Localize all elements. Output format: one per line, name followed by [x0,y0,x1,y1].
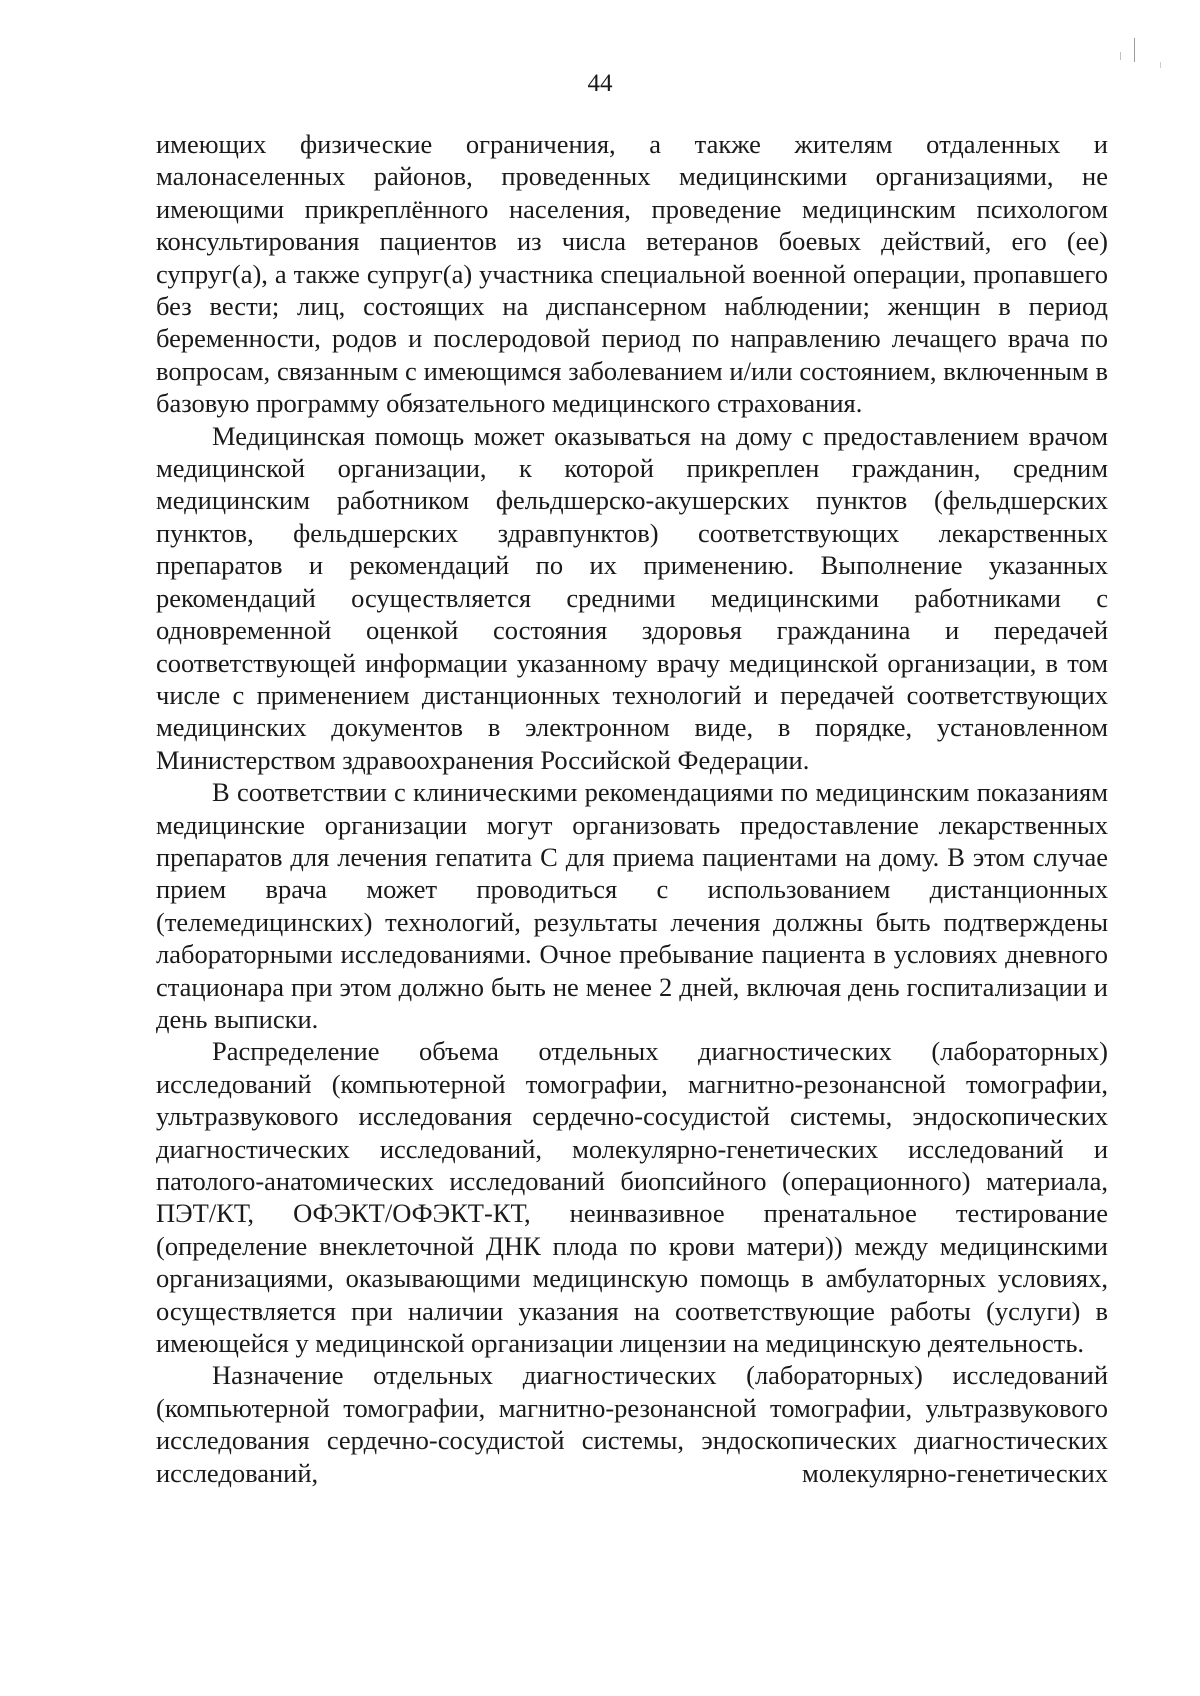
document-body [156,128,1108,1489]
paragraph-prescription: Назначение отдельных диагностических (лабораторных) исследований (компьютерной томографии, магнитно-резонансной томографии, ультразвукового исследования сердечно-сосудистой системы, эндоскопических диагностических исследований, молекулярно-генетических [156,1360,1108,1488]
scan-artifact [1120,52,1121,60]
paragraph-distribution: Распределение объема отдельных диагностических (лабораторных) исследований (компьютерной томографии, магнитно-резонансной томографии, ультразвукового исследования сердечно-сосудистой системы, эндоскопических диагностических исследований, молекулярно-генетических исследований и патолого-анатомических исследований биопсийного (операционного) материала, ПЭТ/КТ, ОФЭКТ/ОФЭКТ-КТ, неинвазивное пренатальное тестирование (определение внеклеточной ДНК плода по крови матери)) между медицинскими организациями, оказывающими медицинскую помощь в амбулаторных условиях, осуществляется при наличии указания на соответствующие работы (услуги) в имеющейся у медицинской организации лицензии на медицинскую деятельность. [156,1036,1108,1359]
paragraph-hepatitis-c: В соответствии с клиническими рекомендациями по медицинским показаниям медицинские организации могут организовать предоставление лекарственных препаратов для лечения гепатита С для приема пациентами на дому. В этом случае прием врача может проводиться с использованием дистанционных (телемедицинских) технологий, результаты лечения должны быть подтверждены лабораторными исследованиями. Очное пребывание пациента в условиях дневного стационара при этом должно быть не менее 2 дней, включая день госпитализации и день выписки. [156,777,1108,1034]
paragraph-home-care: Медицинская помощь может оказываться на дому с предоставлением врачом медицинской организации, к которой прикреплен гражданин, средним медицинским работником фельдшерско-акушерских пунктов (фельдшерских пунктов, фельдшерских здравпунктов) соответствующих лекарственных препаратов и рекомендаций по их применению. Выполнение указанных рекомендаций осуществляется средними медицинскими работниками с одновременной оценкой состояния здоровья гражданина и передачей соответствующей информации указанному врачу медицинской организации, в том числе с применением дистанционных технологий и передачей соответствующих медицинских документов в электронном виде, в порядке, установленном Министерством здравоохранения Российской Федерации. [156,420,1108,775]
scan-artifact [1134,38,1135,62]
page-number: 44 [587,70,613,97]
scan-artifact [1160,62,1161,68]
paragraph-continued: имеющих физические ограничения, а также жителям отдаленных и малонаселенных районов, проведенных медицинскими организациями, не имеющими прикреплённого населения, проведение медицинским психологом консультирования пациентов из числа ветеранов боевых действий, его (ее) супруг(а), а также супруг(а) участника специальной военной операции, пропавшего без вести; лиц, состоящих на диспансерном наблюдении; женщин в период беременности, родов и послеродовой период по направлению лечащего врача по вопросам, связанным с имеющимся заболеванием и/или состоянием, включенным в базовую программу обязательного медицинского страхования. [156,129,1108,419]
